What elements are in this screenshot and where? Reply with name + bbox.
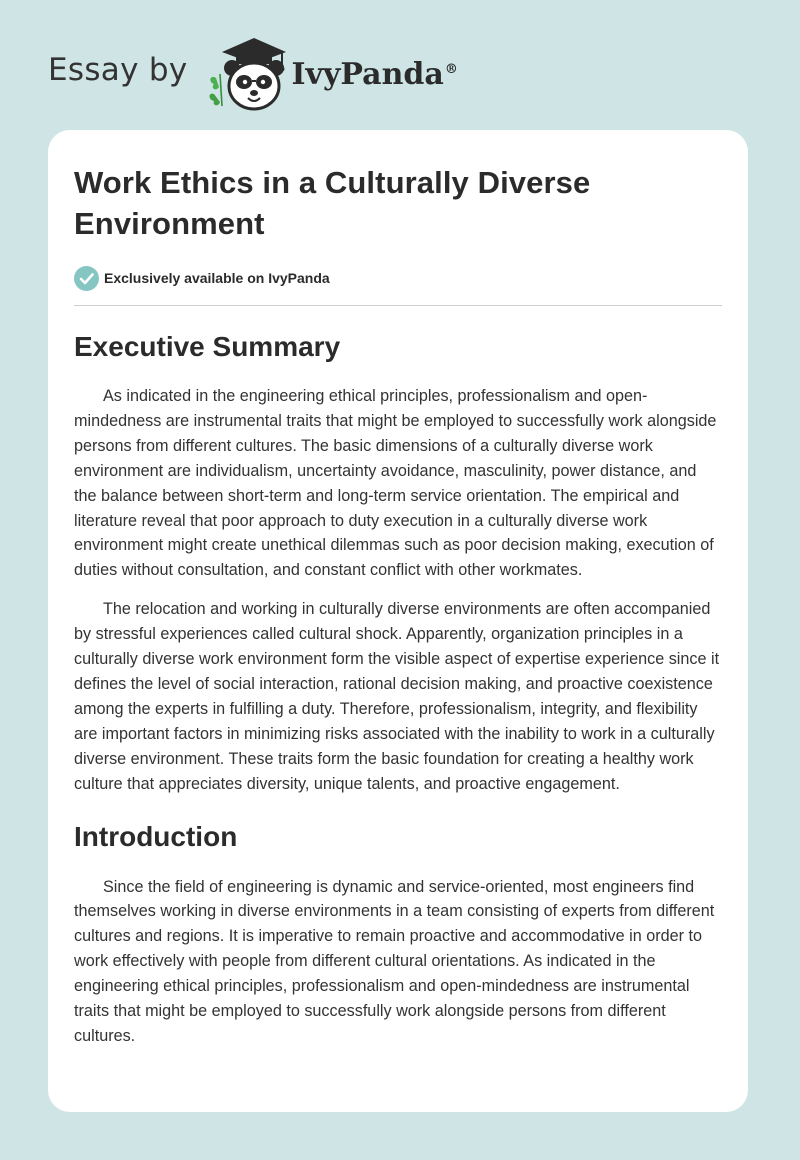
section-heading-executive-summary: Executive Summary xyxy=(74,331,341,362)
divider xyxy=(74,305,722,306)
paragraph: Since the field of engineering is dynamic and service-oriented, most engineers find themselves working in diverse environments in a team consisting of experts from different cultures and regions. It is imperative to remain proactive and accommodative in order to work effectively with people from different cultural orientations. As indicated in the engineering ethical principles, professionalism and open-mindedness are instrumental traits that might be employed to successfully work alongside persons from different cultures. xyxy=(74,877,715,1045)
site-header-logo[interactable] xyxy=(48,34,458,114)
registered-mark: ® xyxy=(444,61,458,77)
exclusive-badge xyxy=(74,264,722,292)
panda-mascot-icon xyxy=(202,34,290,114)
brand-name: IvyPanda® xyxy=(291,56,458,92)
badge-label: Exclusively available on IvyPanda xyxy=(104,270,330,286)
paragraph: As indicated in the engineering ethical principles, professionalism and open-mindedness are instrumental traits that might be employed to successfully work alongside persons from different cultures. The basic dimensions of a culturally diverse work environment are individualism, uncertainty avoidance, masculinity, power distance, and the balance between short-term and long-term service orientation. The empirical and literature reveal that poor approach to duty execution in a culturally diverse work environment might create unethical dilemmas such as poor decision making, execution of duties without consultation, and constant conflict with other workmates. xyxy=(74,387,717,580)
essay-card xyxy=(48,130,748,1112)
check-circle-icon xyxy=(74,266,99,291)
essay-by-label: Essay by xyxy=(48,52,188,88)
paragraph: The relocation and working in culturally diverse environments are often accompanied by stressful experiences called cultural shock. Apparently, organization principles in a culturally diverse work environment form the visible aspect of expertise experience since it defines the level of social interaction, rational decision making, and proactive coexistence among the experts in fulfilling a duty. Therefore, professionalism, integrity, and flexibility are important factors in minimizing risks associated with the inability to work in a culturally diverse environment. These traits form the basic foundation for creating a healthy work culture that appreciates diversity, unique talents, and proactive engagement. xyxy=(74,600,720,793)
section-heading-introduction: Introduction xyxy=(74,820,238,852)
page-title: Work Ethics in a Culturally Diverse Environment xyxy=(74,165,591,241)
